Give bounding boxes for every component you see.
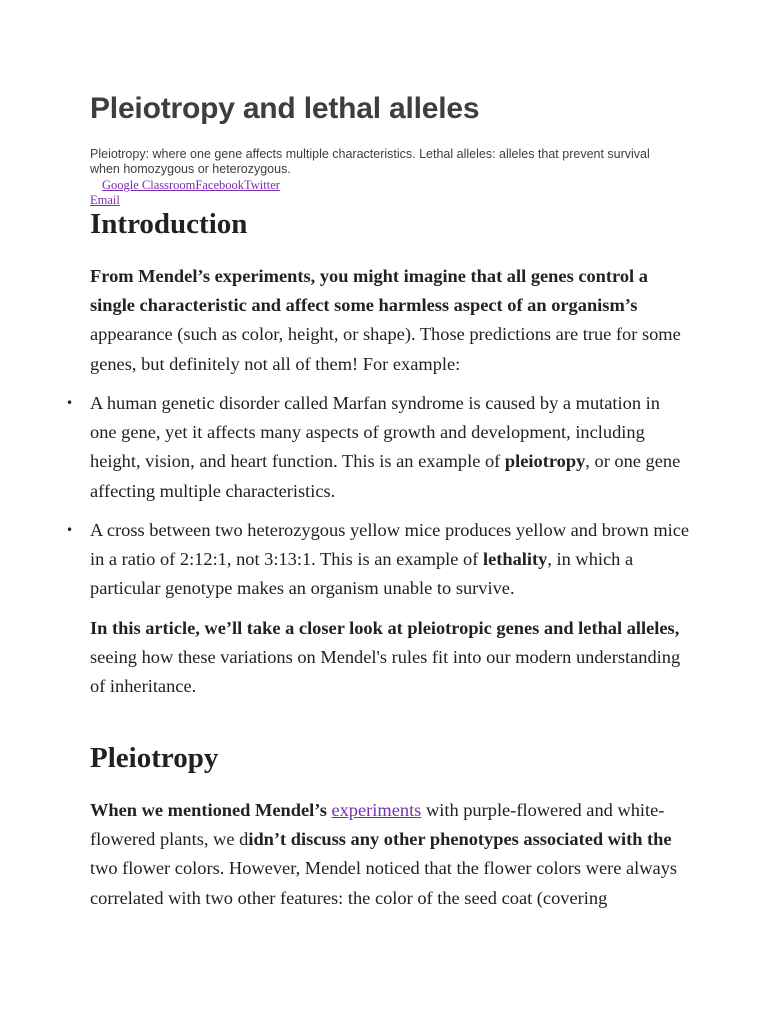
- bullet-icon: •: [66, 396, 74, 410]
- marfan-text-a: A human genetic disorder called Marfan syndrome is caused by a mutation in one gene, yet it affects many aspects of growth and development, including height, vision, and heart function. This is an example of: [90, 393, 660, 472]
- pleiotropy-heading: Pleiotropy: [90, 742, 219, 774]
- pleiotropy-text-a: When we mentioned Mendel’s: [90, 800, 332, 820]
- experiments-link[interactable]: experiments: [331, 800, 422, 820]
- pleiotropy-paragraph: [90, 796, 690, 913]
- share-google-classroom-link[interactable]: Google Classroom: [102, 178, 196, 192]
- mice-text-b: , in which a particular genotype makes an organism unable to survive.: [90, 549, 634, 599]
- term-pleiotropy: pleiotropy: [504, 451, 586, 472]
- pleiotropy-text-b: with purple-flowered and white-flowered plants, we d: [90, 800, 665, 850]
- share-links: [90, 178, 350, 208]
- share-twitter-link[interactable]: Twitter: [244, 178, 280, 192]
- list-item-marfan: [66, 389, 690, 506]
- mice-text-a: A cross between two heterozygous yellow mice produces yellow and brown mice in a ratio of 2:12:1, not 3:13:1. This is an example of: [90, 520, 690, 570]
- share-email-link[interactable]: Email: [90, 193, 120, 207]
- pleiotropy-text-d: two flower colors. However, Mendel noticed that the flower colors were always correlated with two other features: the color of the seed coat (covering: [90, 858, 678, 908]
- article-scope-paragraph: [90, 614, 690, 702]
- page-title: Pleiotropy and lethal alleles: [90, 92, 480, 125]
- introduction-heading: Introduction: [90, 208, 248, 240]
- term-lethality: lethality: [482, 549, 548, 570]
- marfan-text-b: , or one gene affecting multiple characteristics.: [90, 451, 681, 501]
- share-facebook-link[interactable]: Facebook: [195, 178, 245, 192]
- bullet-icon: •: [66, 523, 74, 537]
- list-item-mice: [66, 516, 690, 604]
- scope-lead: In this article, we’ll take a closer look at pleiotropic genes and lethal alleles,: [90, 618, 680, 638]
- intro-paragraph-rest: appearance (such as color, height, or shape). Those predictions are true for some genes, but definitely not all of them! For example:: [90, 324, 681, 374]
- article-summary: Pleiotropy: where one gene affects multiple characteristics. Lethal alleles: alleles that prevent survival when homozygous or heterozygous.: [90, 147, 650, 176]
- scope-rest: seeing how these variations on Mendel's rules fit into our modern understanding of inheritance.: [90, 647, 681, 697]
- pleiotropy-text-c: idn’t discuss any other phenotypes associated with the: [248, 829, 672, 850]
- intro-paragraph: [90, 262, 690, 379]
- intro-paragraph-lead: From Mendel’s experiments, you might imagine that all genes control a single characteristic and affect some harmless aspect of an organism’s: [90, 266, 648, 316]
